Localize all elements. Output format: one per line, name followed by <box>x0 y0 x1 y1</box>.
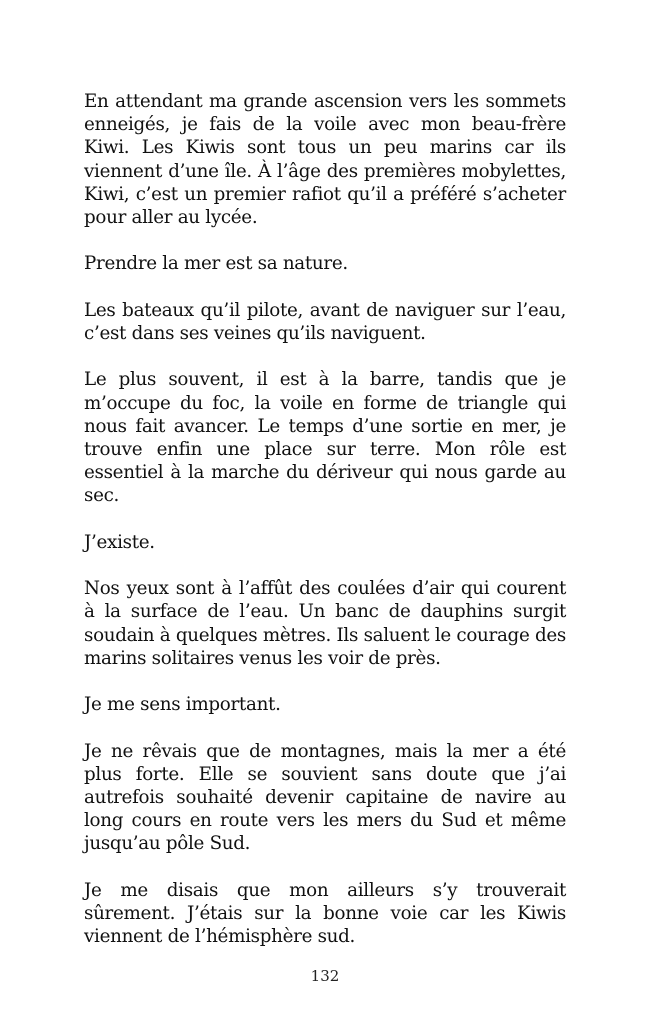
paragraph: En attendant ma grande ascension vers les sommets enneigés, je fais de la voile avec mon beau-frère Kiwi. Les Kiwis sont tous un peu marins car ils viennent d’une île. À l’âge des premières mobylettes, Kiwi, c’est un premier rafiot qu’il a préféré s’acheter pour aller au lycée. <box>84 91 566 229</box>
paragraph: Prendre la mer est sa nature. <box>84 253 348 275</box>
page-number: 132 <box>310 967 340 985</box>
paragraph: J’existe. <box>84 531 155 553</box>
body-text <box>84 90 566 972</box>
paragraph: Le plus souvent, il est à la barre, tandis que je m’occupe du foc, la voile en forme de triangle qui nous fait avancer. Le temps d’une sortie en mer, je trouve enfin une place sur terre. Mon rôle est essentiel à la marche du dériveur qui nous garde au sec. <box>84 369 566 507</box>
paragraph: Je me disais que mon ailleurs s’y trouverait sûrement. J’étais sur la bonne voie car les Kiwis viennent de l’hémisphère sud. <box>84 879 566 948</box>
paragraph: Je ne rêvais que de montagnes, mais la mer a été plus forte. Elle se souvient sans doute que j’ai autrefois souhaité devenir capitaine de navire au long cours en route vers les mers du Sud et même jusqu’au pôle Sud. <box>84 740 566 855</box>
paragraph: Je me sens important. <box>84 694 281 716</box>
paragraph: Les bateaux qu’il pilote, avant de naviguer sur l’eau, c’est dans ses veines qu’ils naviguent. <box>84 299 566 344</box>
paragraph: Nos yeux sont à l’affût des coulées d’air qui courent à la surface de l’eau. Un banc de dauphins surgit soudain à quelques mètres. Ils saluent le courage des marins solitaires venus les voir de près. <box>84 578 566 669</box>
